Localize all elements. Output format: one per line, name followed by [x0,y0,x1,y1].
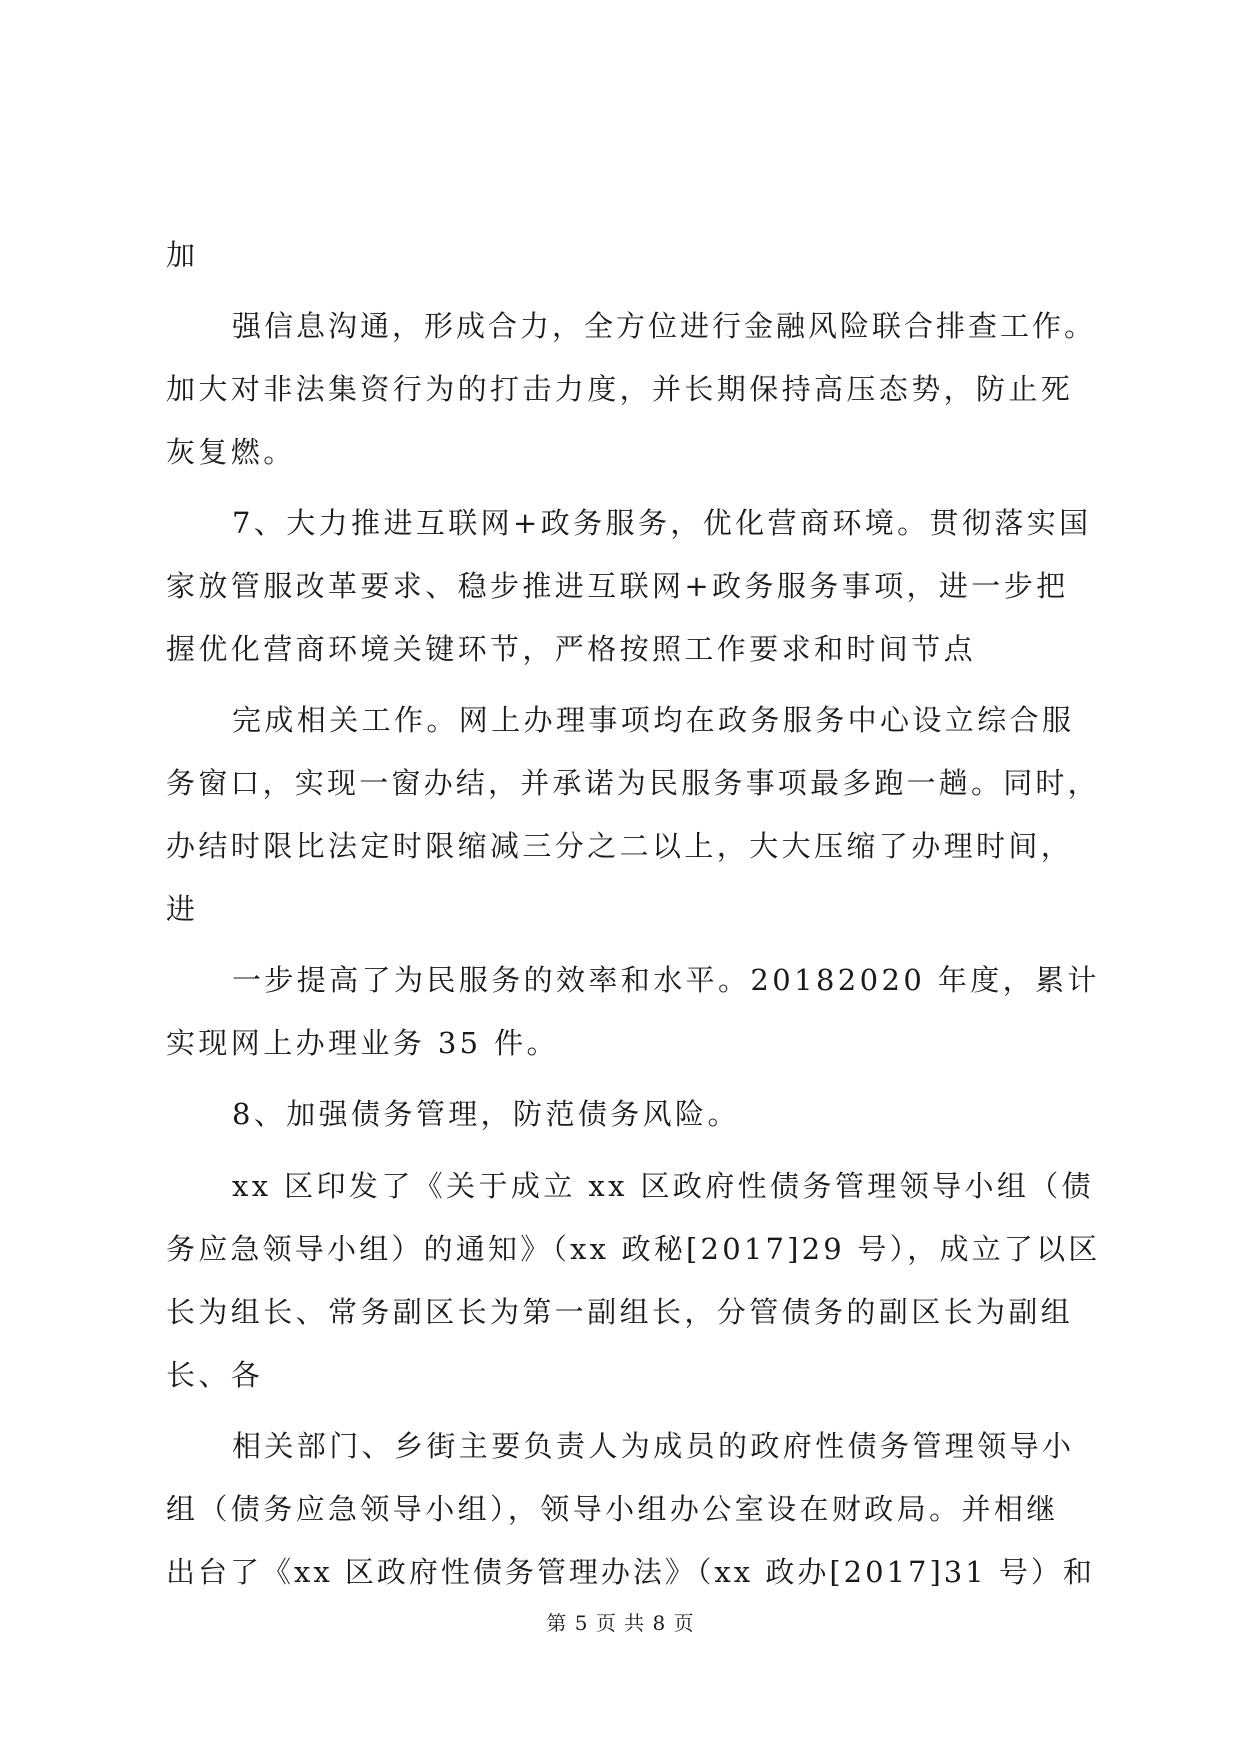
text-line: xx 区印发了《关于成立 xx 区政府性债务管理领导小组（债 [232,1169,1095,1203]
text-line: 7、大力推进互联网+政务服务，优化营商环境。贯彻落实国 [232,506,1092,540]
text-line: 务窗口，实现一窗办结，并承诺为民服务事项最多跑一趟。同时， [166,766,1100,800]
text-line: 实现网上办理业务 35 件。 [166,1026,559,1060]
text-line: 加 [166,238,199,272]
text-line: 加大对非法集资行为的打击力度，并长期保持高压态势，防止死 [166,372,1074,406]
text-line: 组（债务应急领导小组），领导小组办公室设在财政局。并相继 [166,1492,1059,1526]
text-line: 家放管服改革要求、稳步推进互联网+政务服务事项，进一步把 [166,569,1069,603]
text-line: 进 [166,892,199,926]
text-line: 出台了《xx 区政府性债务管理办法》（xx 政办[2017]31 号）和 [166,1555,1095,1589]
text-line: 灰复燃。 [166,435,296,469]
text-line: 相关部门、乡街主要负责人为成员的政府性债务管理领导小 [232,1429,1075,1463]
text-line: 长、各 [166,1358,264,1392]
text-line: 8、加强债务管理，防范债务风险。 [232,1097,740,1131]
text-line: 长为组长、常务副区长为第一副组长，分管债务的副区长为副组 [166,1295,1074,1329]
text-line: 完成相关工作。网上办理事项均在政务服务中心设立综合服 [232,703,1075,737]
text-line: 一步提高了为民服务的效率和水平。20182020 年度，累计 [232,963,1100,997]
text-line: 办结时限比法定时限缩减三分之二以上，大大压缩了办理时间， [166,829,1074,863]
page-number-footer: 第 5 页 共 8 页 [546,1611,695,1635]
text-line: 握优化营商环境关键环节，严格按照工作要求和时间节点 [166,632,977,666]
text-line: 强信息沟通，形成合力，全方位进行金融风险联合排查工作。 [232,309,1097,343]
text-line: 务应急领导小组）的通知》（xx 政秘[2017]29 号），成立了以区 [166,1232,1101,1266]
